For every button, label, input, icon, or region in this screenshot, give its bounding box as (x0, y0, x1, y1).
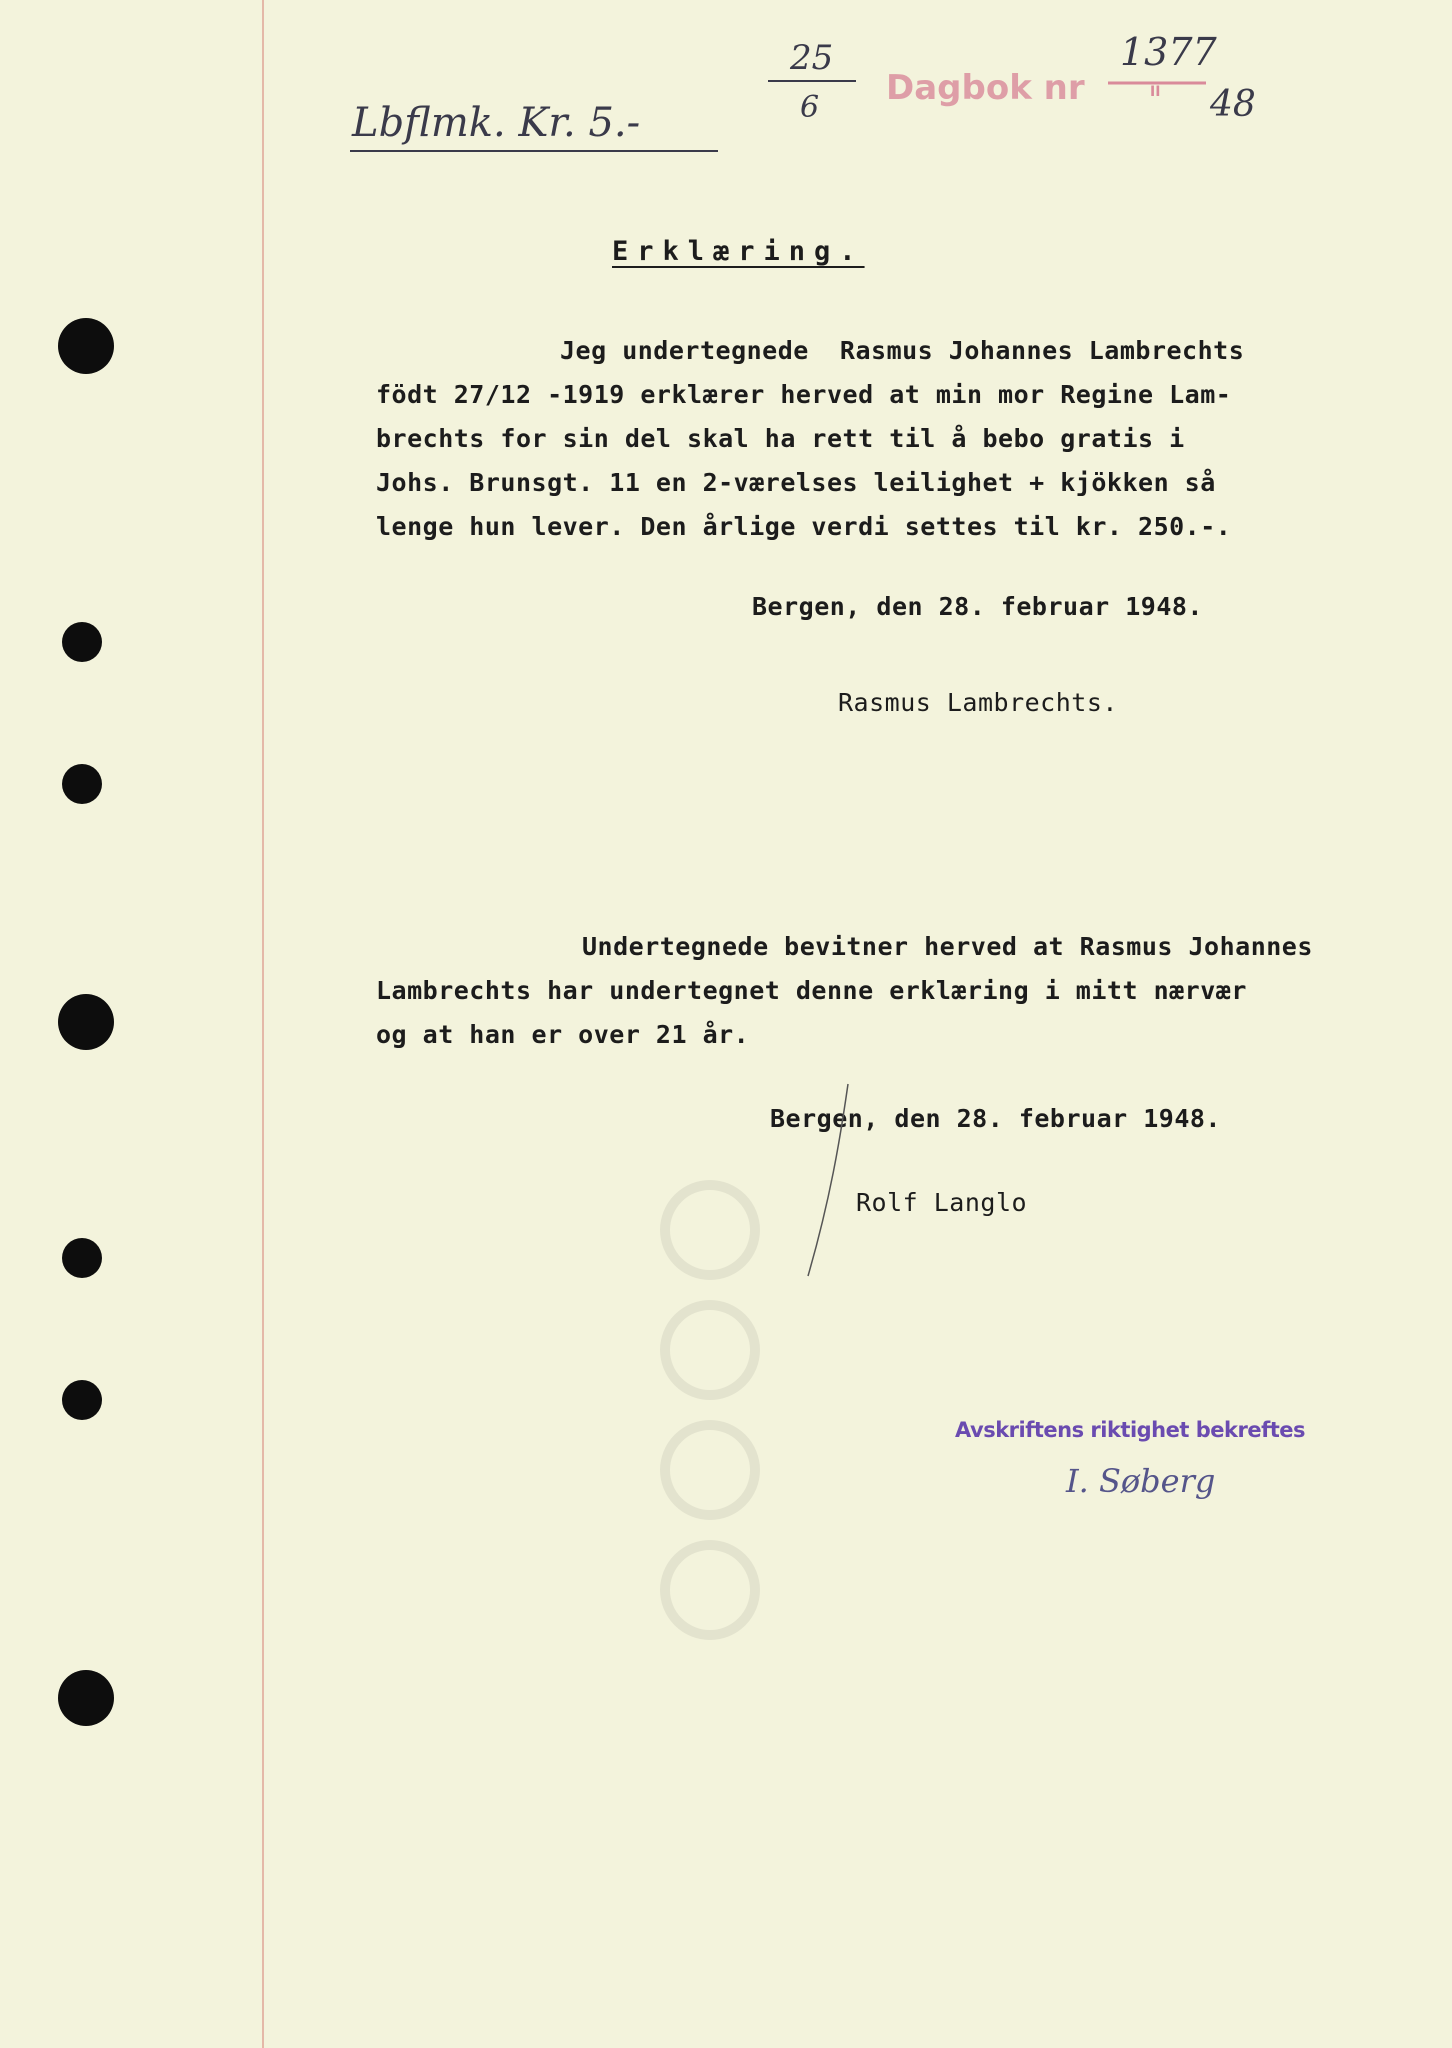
dagbok-number: 1377 (1120, 30, 1217, 74)
handwritten-reference: Lbflmk. Kr. 5.- (352, 100, 641, 146)
punch-hole (62, 622, 102, 662)
declaration-line: Johs. Brunsgt. 11 en 2-værelses leilighet + kjökken så (376, 468, 1216, 497)
date-fraction-top: 25 (790, 38, 834, 78)
dagbok-year: 48 (1210, 84, 1256, 125)
date-fraction-bottom: 6 (800, 90, 820, 125)
punch-hole (62, 764, 102, 804)
certification-signature: I. Søberg (1066, 1462, 1216, 1500)
date-fraction-line (768, 78, 858, 84)
witness-signature: Rolf Langlo (856, 1188, 1028, 1217)
punch-hole (58, 1670, 114, 1726)
witness-place-date: Bergen, den 28. februar 1948. (770, 1104, 1221, 1133)
declaration-line: lenge hun lever. Den årlige verdi settes til kr. 250.-. (376, 512, 1232, 541)
reference-underline (350, 148, 720, 154)
witness-line: Lambrechts har undertegnet denne erklæring i mitt nærvær (376, 976, 1247, 1005)
punch-hole (58, 994, 114, 1050)
witness-line: Undertegnede bevitner herved at Rasmus Johannes (582, 932, 1313, 961)
punch-hole (58, 318, 114, 374)
dagbok-roman: II (1150, 84, 1161, 100)
document-title: Erklæring. (612, 236, 865, 267)
witness-line: og at han er over 21 år. (376, 1020, 750, 1049)
declaration-place-date: Bergen, den 28. februar 1948. (752, 592, 1203, 621)
punch-hole (62, 1380, 102, 1420)
punch-hole (62, 1238, 102, 1278)
declaration-line: Jeg undertegnede Rasmus Johannes Lambrechts (560, 336, 1245, 365)
certification-stamp: Avskriftens riktighet bekreftes (955, 1418, 1305, 1442)
declaration-signature: Rasmus Lambrechts. (838, 688, 1118, 717)
declaration-line: brechts for sin del skal ha rett til å bebo gratis i (376, 424, 1185, 453)
declaration-line: födt 27/12 -1919 erklærer herved at min mor Regine Lam- (376, 380, 1232, 409)
signature-stroke (800, 1080, 860, 1280)
dagbok-stamp: Dagbok nr (886, 68, 1085, 108)
margin-line (262, 0, 264, 2048)
